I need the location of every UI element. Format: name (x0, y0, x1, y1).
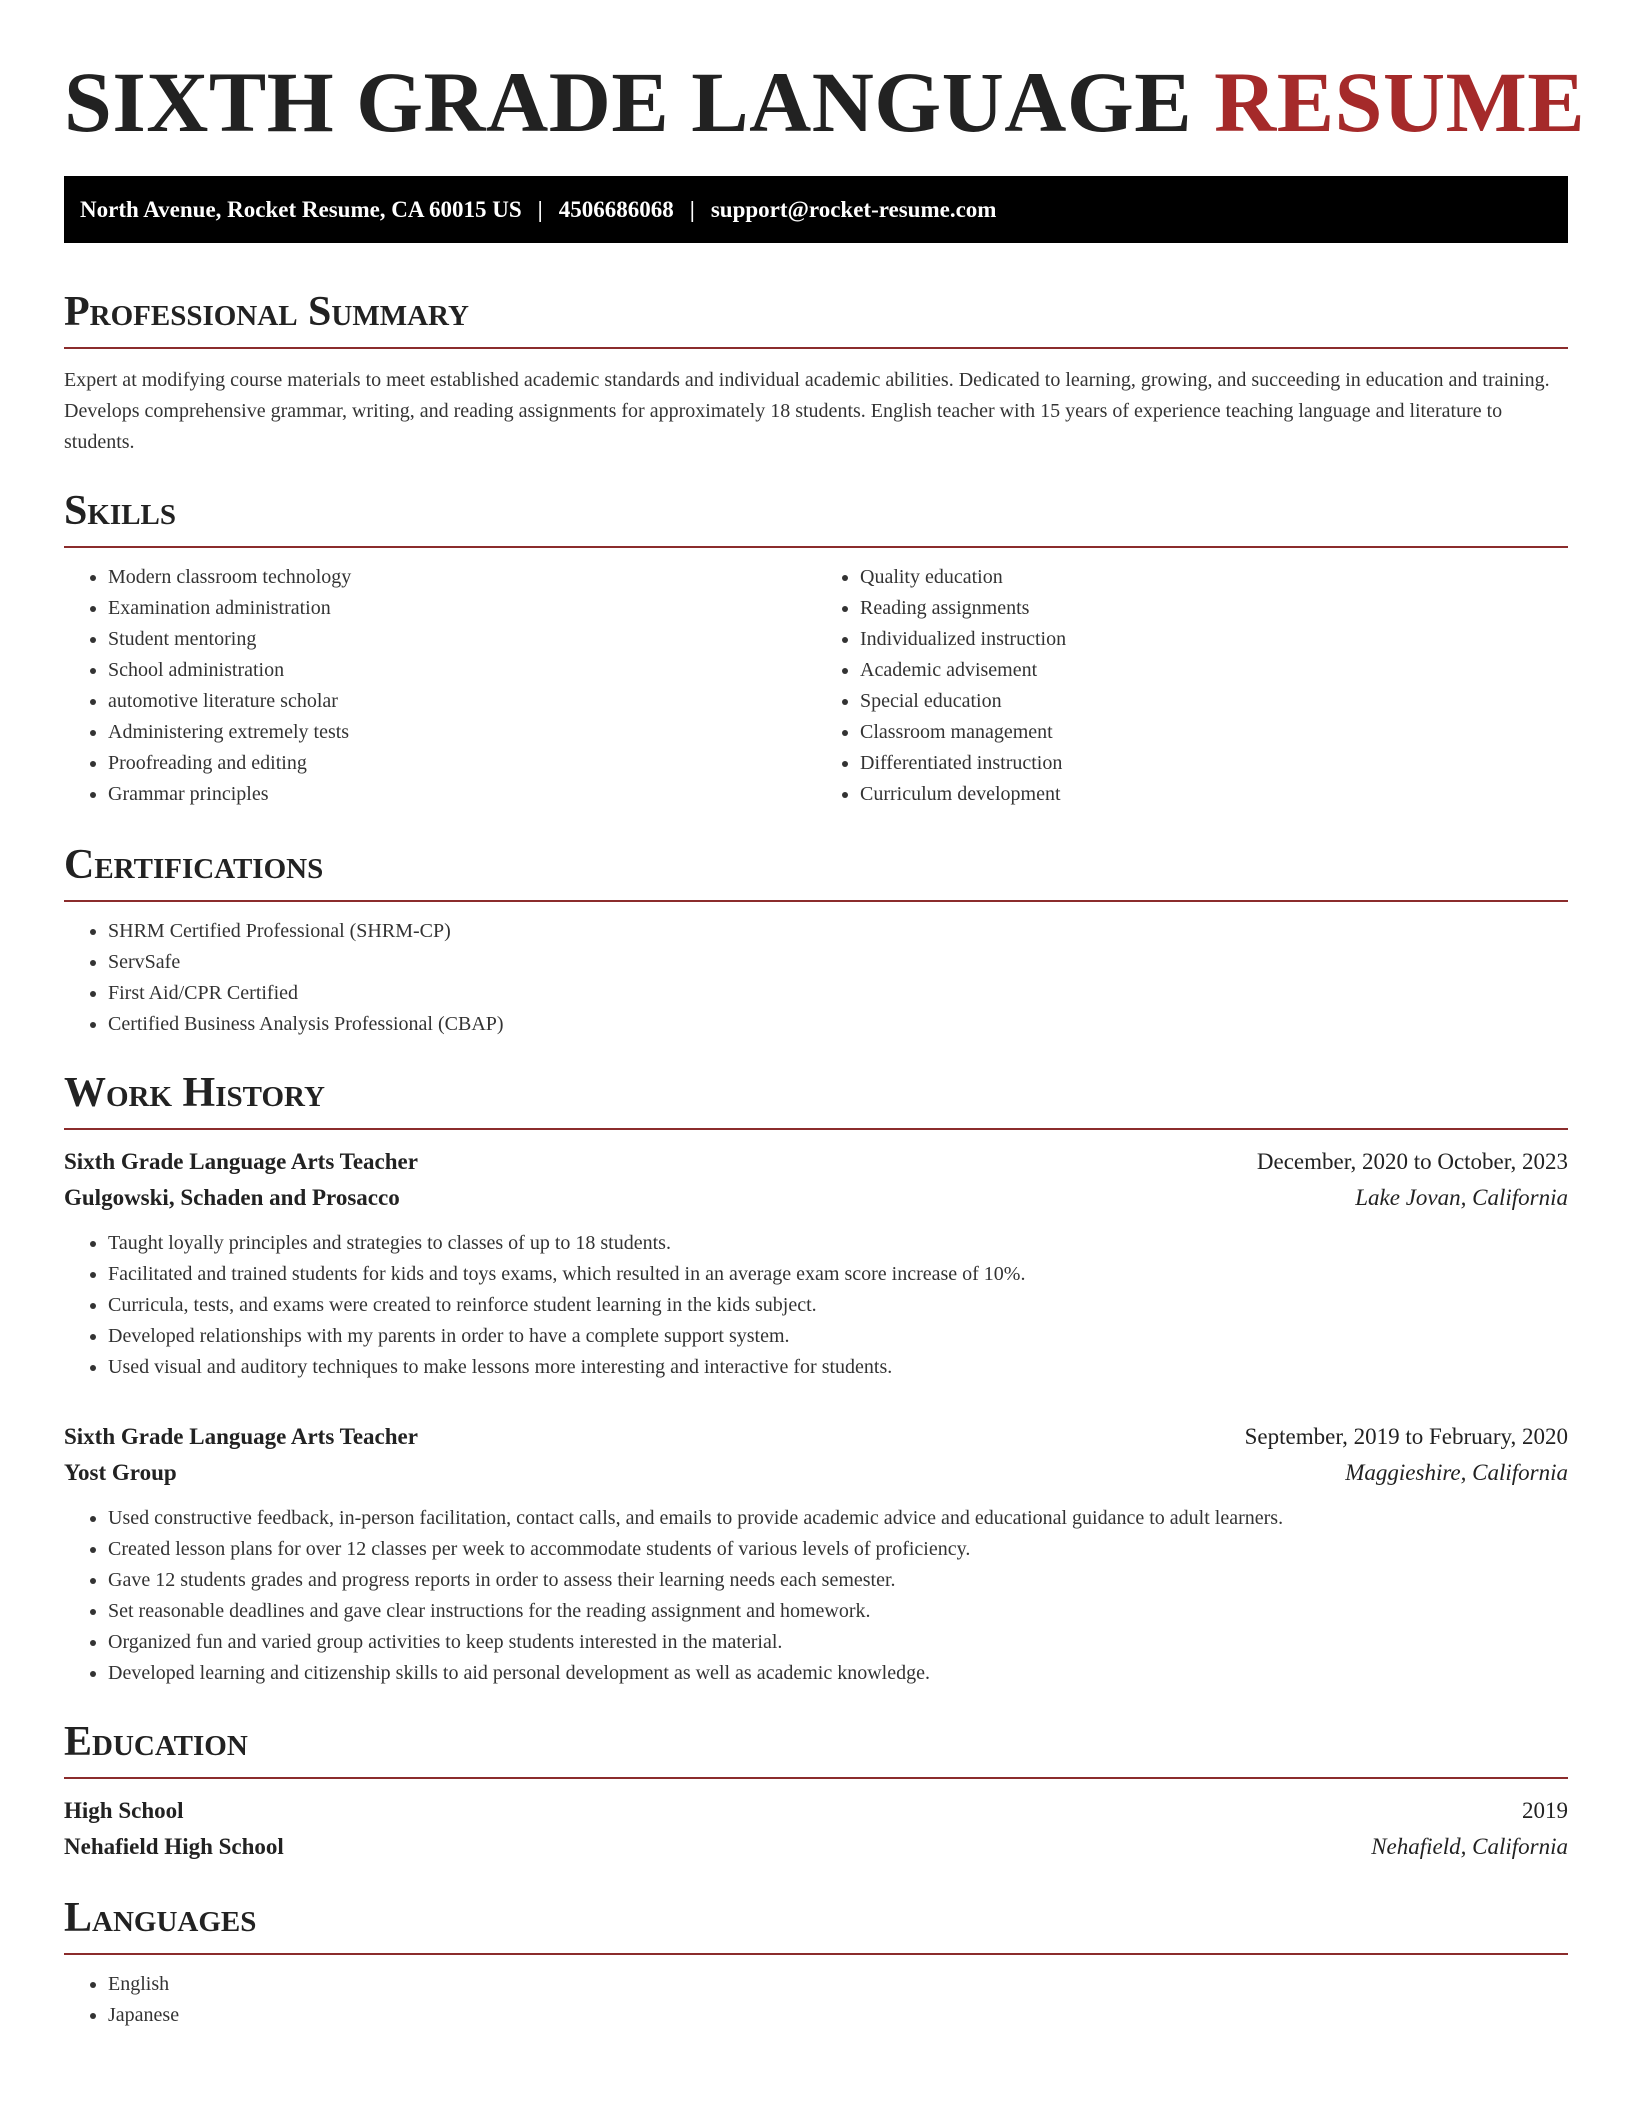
contact-bar (64, 176, 1568, 243)
job-bullets (64, 1228, 1568, 1383)
skill-item: • Academic advisement (860, 655, 1568, 686)
education-school: Nehafield High School (64, 1834, 284, 1859)
summary-text: Expert at modifying course materials to meet established academic standards and individual academic abilities. Dedicated to learning, growing, and succeeding in education and training. Develops comprehensive grammar, writing, and reading assignments for approximately 18 students. English teacher with 15 years of experience teaching language and literature to students. (64, 369, 1550, 453)
contact-separator: | (689, 196, 695, 222)
job-bullet: • Used visual and auditory techniques to make lessons more interesting and interactive for students. (108, 1352, 1568, 1383)
skills-list-right (816, 562, 1568, 810)
title-main: SIXTH GRADE LANGUAGE (64, 54, 1215, 150)
contact-phone: 4506686068 (558, 196, 674, 222)
education-school-row (64, 1829, 1568, 1865)
skill-item: • School administration (108, 655, 816, 686)
certification-item: • SHRM Certified Professional (SHRM-CP) (108, 916, 1568, 947)
skill-item: • Proofreading and editing (108, 748, 816, 779)
skill-item: • Grammar principles (108, 779, 816, 810)
education-location: Nehafield, California (1371, 1834, 1568, 1859)
job-bullets (64, 1503, 1568, 1689)
skill-item: • Differentiated instruction (860, 748, 1568, 779)
job-bullet: • Developed relationships with my parents in order to have a complete support system. (108, 1321, 1568, 1352)
education-degree-row (64, 1793, 1568, 1829)
job-title-row (64, 1144, 1568, 1180)
contact-email[interactable]: support@rocket-resume.com (710, 196, 997, 222)
job-company-row (64, 1455, 1568, 1491)
job-company-row (64, 1180, 1568, 1216)
job-bullet: • Developed learning and citizenship skills to aid personal development as well as academic knowledge. (108, 1658, 1568, 1689)
contact-separator: | (537, 196, 543, 222)
languages-list (64, 1969, 1568, 2031)
section-heading: Professional Summary (64, 287, 1568, 349)
language-item: • English (108, 1969, 1568, 2000)
job-dates: September, 2019 to February, 2020 (1244, 1424, 1568, 1449)
job-bullet: • Curricula, tests, and exams were created to reinforce student learning in the kids subject. (108, 1290, 1568, 1321)
job-location: Lake Jovan, California (1355, 1185, 1568, 1210)
certifications-list (64, 916, 1568, 1040)
skills-grid (64, 548, 1568, 810)
skill-item: • Individualized instruction (860, 624, 1568, 655)
section-heading: Skills (64, 486, 1568, 548)
job-title: Sixth Grade Language Arts Teacher (64, 1149, 418, 1174)
title-accent: RESUME (1214, 54, 1586, 150)
contact-address: North Avenue, Rocket Resume, CA 60015 US (80, 196, 522, 222)
skill-item: • Reading assignments (860, 593, 1568, 624)
languages-section (64, 1893, 1568, 2031)
skill-item: • Curriculum development (860, 779, 1568, 810)
certifications-section (64, 840, 1568, 1040)
skills-section (64, 486, 1568, 810)
education-year: 2019 (1522, 1798, 1568, 1823)
skill-item: • automotive literature scholar (108, 686, 816, 717)
skill-item: • Special education (860, 686, 1568, 717)
language-item: • Japanese (108, 2000, 1568, 2031)
certification-item: • ServSafe (108, 947, 1568, 978)
job-bullet: • Gave 12 students grades and progress reports in order to assess their learning needs each semester. (108, 1565, 1568, 1596)
certification-item: • First Aid/CPR Certified (108, 978, 1568, 1009)
job-dates: December, 2020 to October, 2023 (1256, 1149, 1568, 1174)
skill-item: • Student mentoring (108, 624, 816, 655)
job-location: Maggieshire, California (1345, 1460, 1568, 1485)
job-bullet: • Created lesson plans for over 12 classes per week to accommodate students of various levels of proficiency. (108, 1534, 1568, 1565)
work-history-section (64, 1068, 1568, 1689)
job-entry (64, 1144, 1568, 1383)
job-bullet: • Used constructive feedback, in-person facilitation, contact calls, and emails to provide academic advice and educational guidance to adult learners. (108, 1503, 1568, 1534)
section-heading: Certifications (64, 840, 1568, 902)
resume-title (64, 52, 1586, 152)
job-bullet: • Organized fun and varied group activities to keep students interested in the material. (108, 1627, 1568, 1658)
section-heading: Education (64, 1717, 1568, 1779)
skill-item: • Examination administration (108, 593, 816, 624)
skill-item: • Quality education (860, 562, 1568, 593)
professional-summary-section (64, 287, 1568, 458)
education-degree: High School (64, 1798, 184, 1823)
skill-item: • Classroom management (860, 717, 1568, 748)
job-bullet: • Taught loyally principles and strategies to classes of up to 18 students. (108, 1228, 1568, 1259)
section-heading: Work History (64, 1068, 1568, 1130)
education-section (64, 1717, 1568, 1865)
job-bullet: • Facilitated and trained students for kids and toys exams, which resulted in an average exam score increase of 10%. (108, 1259, 1568, 1290)
section-heading: Languages (64, 1893, 1568, 1955)
job-bullet: • Set reasonable deadlines and gave clear instructions for the reading assignment and homework. (108, 1596, 1568, 1627)
job-title-row (64, 1419, 1568, 1455)
job-entry (64, 1419, 1568, 1689)
certification-item: • Certified Business Analysis Professional (CBAP) (108, 1009, 1568, 1040)
skills-list-left (64, 562, 816, 810)
education-entry (64, 1793, 1568, 1865)
job-company: Yost Group (64, 1460, 177, 1485)
job-company: Gulgowski, Schaden and Prosacco (64, 1185, 400, 1210)
skill-item: • Administering extremely tests (108, 717, 816, 748)
skill-item: • Modern classroom technology (108, 562, 816, 593)
job-title: Sixth Grade Language Arts Teacher (64, 1424, 418, 1449)
